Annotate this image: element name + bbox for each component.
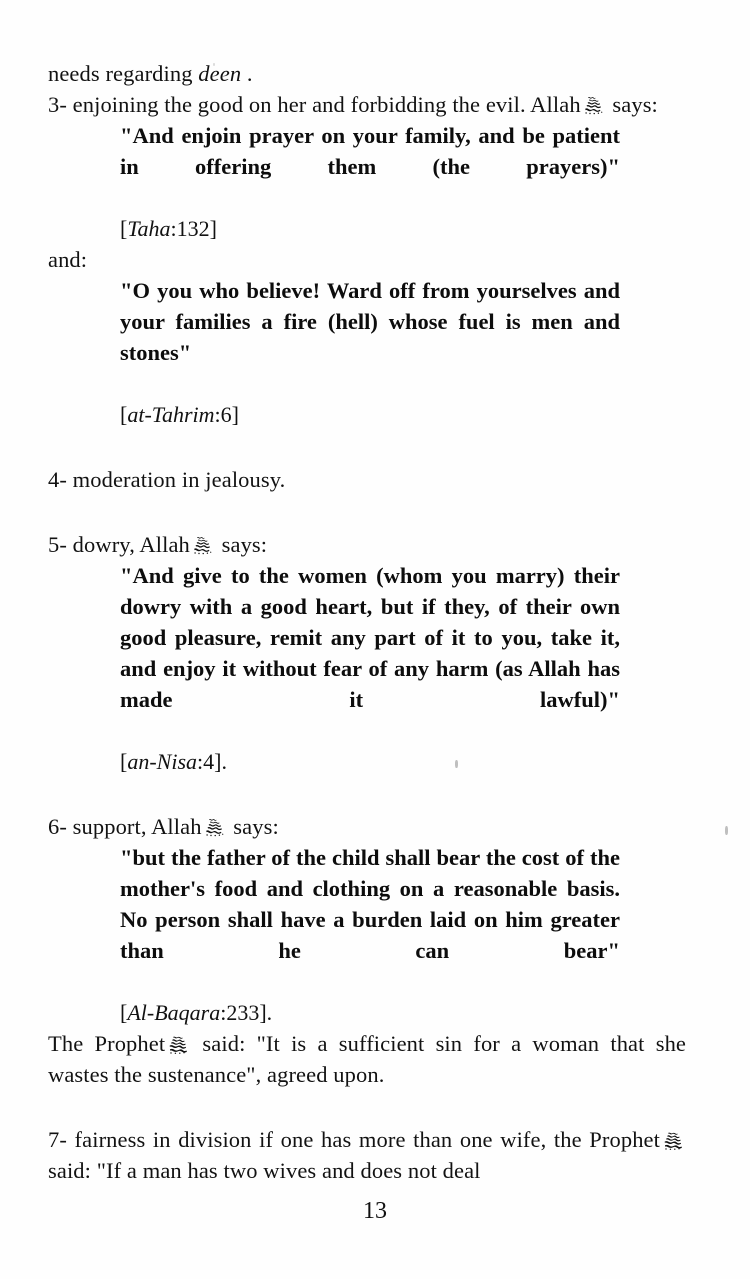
sallallahu-alayhi-wasallam-icon [662,1131,684,1150]
continuation-text: needs regarding [48,61,199,86]
citation-1-open: [ [120,216,128,241]
list-item-3-lead [48,89,686,120]
continuation-italic-term: deen [198,61,242,86]
item5-lead-says: says: [215,532,268,557]
quran-quote-block-4 [48,842,688,997]
sallallahu-alayhi-wasallam-icon [167,1035,189,1054]
citation-4-surah: Al-Baqara [127,1000,221,1025]
hadith1-lead: The Prophet [48,1031,166,1056]
section-gap-3 [48,777,688,811]
citation-4 [48,997,688,1028]
citation-4-open: [ [120,1000,128,1025]
section-gap-1 [48,430,688,464]
connector-and: and: [48,247,88,272]
citation-2-surah: at-Tahrim [127,402,215,427]
item3-lead-text: 3- enjoining the good on her and forbidding the evil. Allah [48,92,581,117]
quran-quote-text-3: "And give to the women (whom you marry) their dowry with a good heart, but if they, of their own good pleasure, remit any part of it to you, take it, and enjoy it without fear of any harm (as Allah has made it lawful)" [120,563,620,712]
page-number: 13 [363,1198,387,1224]
quran-quote-text-4: "but the father of the child shall bear the cost of the mother's food and clothing on a reasonable basis. No person shall have a burden laid on him greater than he can bear" [120,845,620,963]
item7-lead: 7- fairness in division if one has more than one wife, the Prophet [48,1127,660,1152]
quran-quote-block-3 [48,560,688,746]
list-item-5-lead [48,529,688,560]
hadith1-body: said: "It is a sufficient sin for a woman that she wastes the sustenance", agreed upon. [48,1031,687,1087]
quran-quote-text-2: "O you who believe! Ward off from yourselves and your families a fire (hell) whose fuel is men and stones" [120,278,620,365]
item5-lead-text: 5- dowry, Allah [48,532,190,557]
citation-4-verse: :233]. [220,1000,273,1025]
item7-body: said: "If a man has two wives and does not deal [48,1158,481,1183]
citation-3 [48,746,688,777]
list-item-4: 4- moderation in jealousy. [48,467,286,492]
list-item-7 [48,1124,686,1186]
section-gap-4 [48,1090,688,1124]
citation-2 [48,399,688,430]
continuation-line [48,58,688,89]
hadith-paragraph-1 [48,1028,686,1090]
citation-2-open: [ [120,402,128,427]
item6-lead-text: 6- support, Allah [48,814,202,839]
continuation-tail: . [241,61,253,86]
citation-1-surah: Taha [127,216,171,241]
citation-2-verse: :6] [214,402,239,427]
citation-3-verse: :4]. [197,749,227,774]
scan-artifact-speck [455,760,458,768]
quran-quote-block-2 [48,275,688,399]
citation-3-open: [ [120,749,128,774]
citation-1 [48,213,688,244]
list-item-6-lead [48,811,688,842]
citation-3-surah: an-Nisa [127,749,198,774]
jalla-jalaluhu-icon [204,818,226,837]
quran-quote-text-1: "And enjoin prayer on your family, and be patient in offering them (the prayers)" [120,123,620,179]
item6-lead-says: says: [227,814,279,839]
citation-1-verse: :132] [170,216,217,241]
jalla-jalaluhu-icon [583,96,605,115]
scan-artifact-speck [725,826,728,835]
jalla-jalaluhu-icon [192,536,214,555]
item3-lead-says: says: [606,92,658,117]
text-column [48,58,688,1186]
quran-quote-block-1 [48,120,688,213]
scan-artifact-speck [213,63,215,66]
section-gap-2 [48,495,688,529]
